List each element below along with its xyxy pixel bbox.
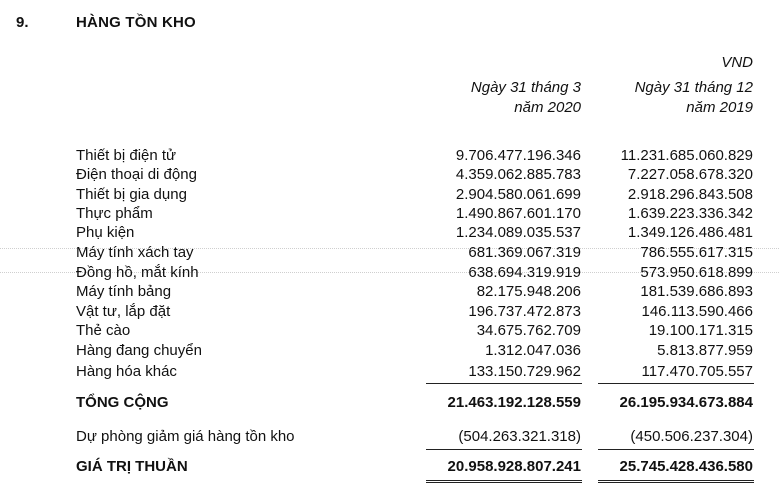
provision-label: Dự phòng giảm giá hàng tồn kho — [76, 428, 295, 445]
row-value-2020: 1.234.089.035.537 — [455, 224, 581, 241]
row-label: Thẻ cào — [76, 322, 131, 339]
inventory-row — [0, 205, 779, 224]
column-header-2019-line1: Ngày 31 tháng 12 — [634, 79, 753, 96]
section-number: 9. — [16, 14, 29, 31]
row-label: Điện thoại di động — [76, 166, 197, 183]
row-label: Máy tính bảng — [76, 283, 172, 300]
subtotal-rule — [598, 383, 754, 384]
column-header-2020 — [411, 78, 581, 118]
column-header-2020-line1: Ngày 31 tháng 3 — [470, 79, 581, 96]
net-rule — [598, 449, 754, 450]
inventory-row — [0, 244, 779, 263]
inventory-row — [0, 186, 779, 205]
inventory-row — [0, 264, 779, 283]
currency-label: VND — [721, 54, 753, 71]
row-value-2019: 181.539.686.893 — [640, 283, 753, 300]
row-value-2020: 196.737.472.873 — [468, 303, 581, 320]
closing-double-rule — [598, 480, 754, 483]
row-value-2020: 9.706.477.196.346 — [455, 147, 581, 164]
subtotal-rule — [426, 383, 582, 384]
row-label: Đồng hồ, mắt kính — [76, 264, 199, 281]
provision-value-2020: (504.263.321.318) — [458, 428, 581, 445]
row-value-2019: 11.231.685.060.829 — [620, 147, 753, 164]
net-rule — [426, 449, 582, 450]
inventory-row — [0, 303, 779, 322]
row-label: Máy tính xách tay — [76, 244, 194, 261]
row-label: Phụ kiện — [76, 224, 135, 241]
inventory-row — [0, 147, 779, 166]
row-value-2019: 19.100.171.315 — [648, 322, 753, 339]
total-label: TỔNG CỘNG — [76, 394, 169, 411]
inventory-row — [0, 322, 779, 341]
row-value-2020: 2.904.580.061.699 — [455, 186, 581, 203]
row-label: Thiết bị điện tử — [76, 147, 177, 164]
row-value-2019: 5.813.877.959 — [657, 342, 753, 359]
total-row — [0, 394, 779, 413]
inventory-row — [0, 363, 779, 382]
inventory-row — [0, 224, 779, 243]
row-value-2020: 638.694.319.919 — [468, 264, 581, 281]
row-label: Hàng hóa khác — [76, 363, 177, 380]
row-value-2019: 117.470.705.557 — [641, 363, 753, 380]
closing-double-rule — [426, 480, 582, 483]
row-value-2019: 2.918.296.843.508 — [627, 186, 753, 203]
column-header-2019 — [583, 78, 753, 118]
section-title: HÀNG TỒN KHO — [76, 14, 196, 31]
row-value-2020: 34.675.762.709 — [476, 322, 581, 339]
net-value-2020: 20.958.928.807.241 — [447, 458, 581, 475]
provision-row — [0, 428, 779, 447]
row-label: Vật tư, lắp đặt — [76, 303, 171, 320]
column-header-2020-line2: năm 2020 — [514, 99, 581, 116]
row-value-2020: 133.150.729.962 — [468, 363, 581, 380]
row-value-2019: 146.113.590.466 — [641, 303, 753, 320]
row-value-2019: 1.349.126.486.481 — [627, 224, 753, 241]
total-value-2020: 21.463.192.128.559 — [447, 394, 581, 411]
row-value-2020: 82.175.948.206 — [476, 283, 581, 300]
row-label: Thiết bị gia dụng — [76, 186, 187, 203]
row-label: Hàng đang chuyển — [76, 342, 202, 359]
row-value-2020: 4.359.062.885.783 — [455, 166, 581, 183]
row-value-2019: 786.555.617.315 — [640, 244, 753, 261]
row-label: Thực phẩm — [76, 205, 153, 222]
row-value-2020: 1.312.047.036 — [485, 342, 581, 359]
row-value-2019: 573.950.618.899 — [640, 264, 753, 281]
net-value-2019: 25.745.428.436.580 — [619, 458, 753, 475]
net-row — [0, 458, 779, 477]
column-header-2019-line2: năm 2019 — [686, 99, 753, 116]
inventory-row — [0, 166, 779, 185]
row-value-2019: 1.639.223.336.342 — [627, 205, 753, 222]
row-value-2020: 1.490.867.601.170 — [455, 205, 581, 222]
total-value-2019: 26.195.934.673.884 — [619, 394, 753, 411]
row-value-2020: 681.369.067.319 — [468, 244, 581, 261]
inventory-row — [0, 283, 779, 302]
inventory-row — [0, 342, 779, 361]
row-value-2019: 7.227.058.678.320 — [627, 166, 753, 183]
provision-value-2019: (450.506.237.304) — [630, 428, 753, 445]
net-label: GIÁ TRỊ THUẦN — [76, 458, 188, 475]
